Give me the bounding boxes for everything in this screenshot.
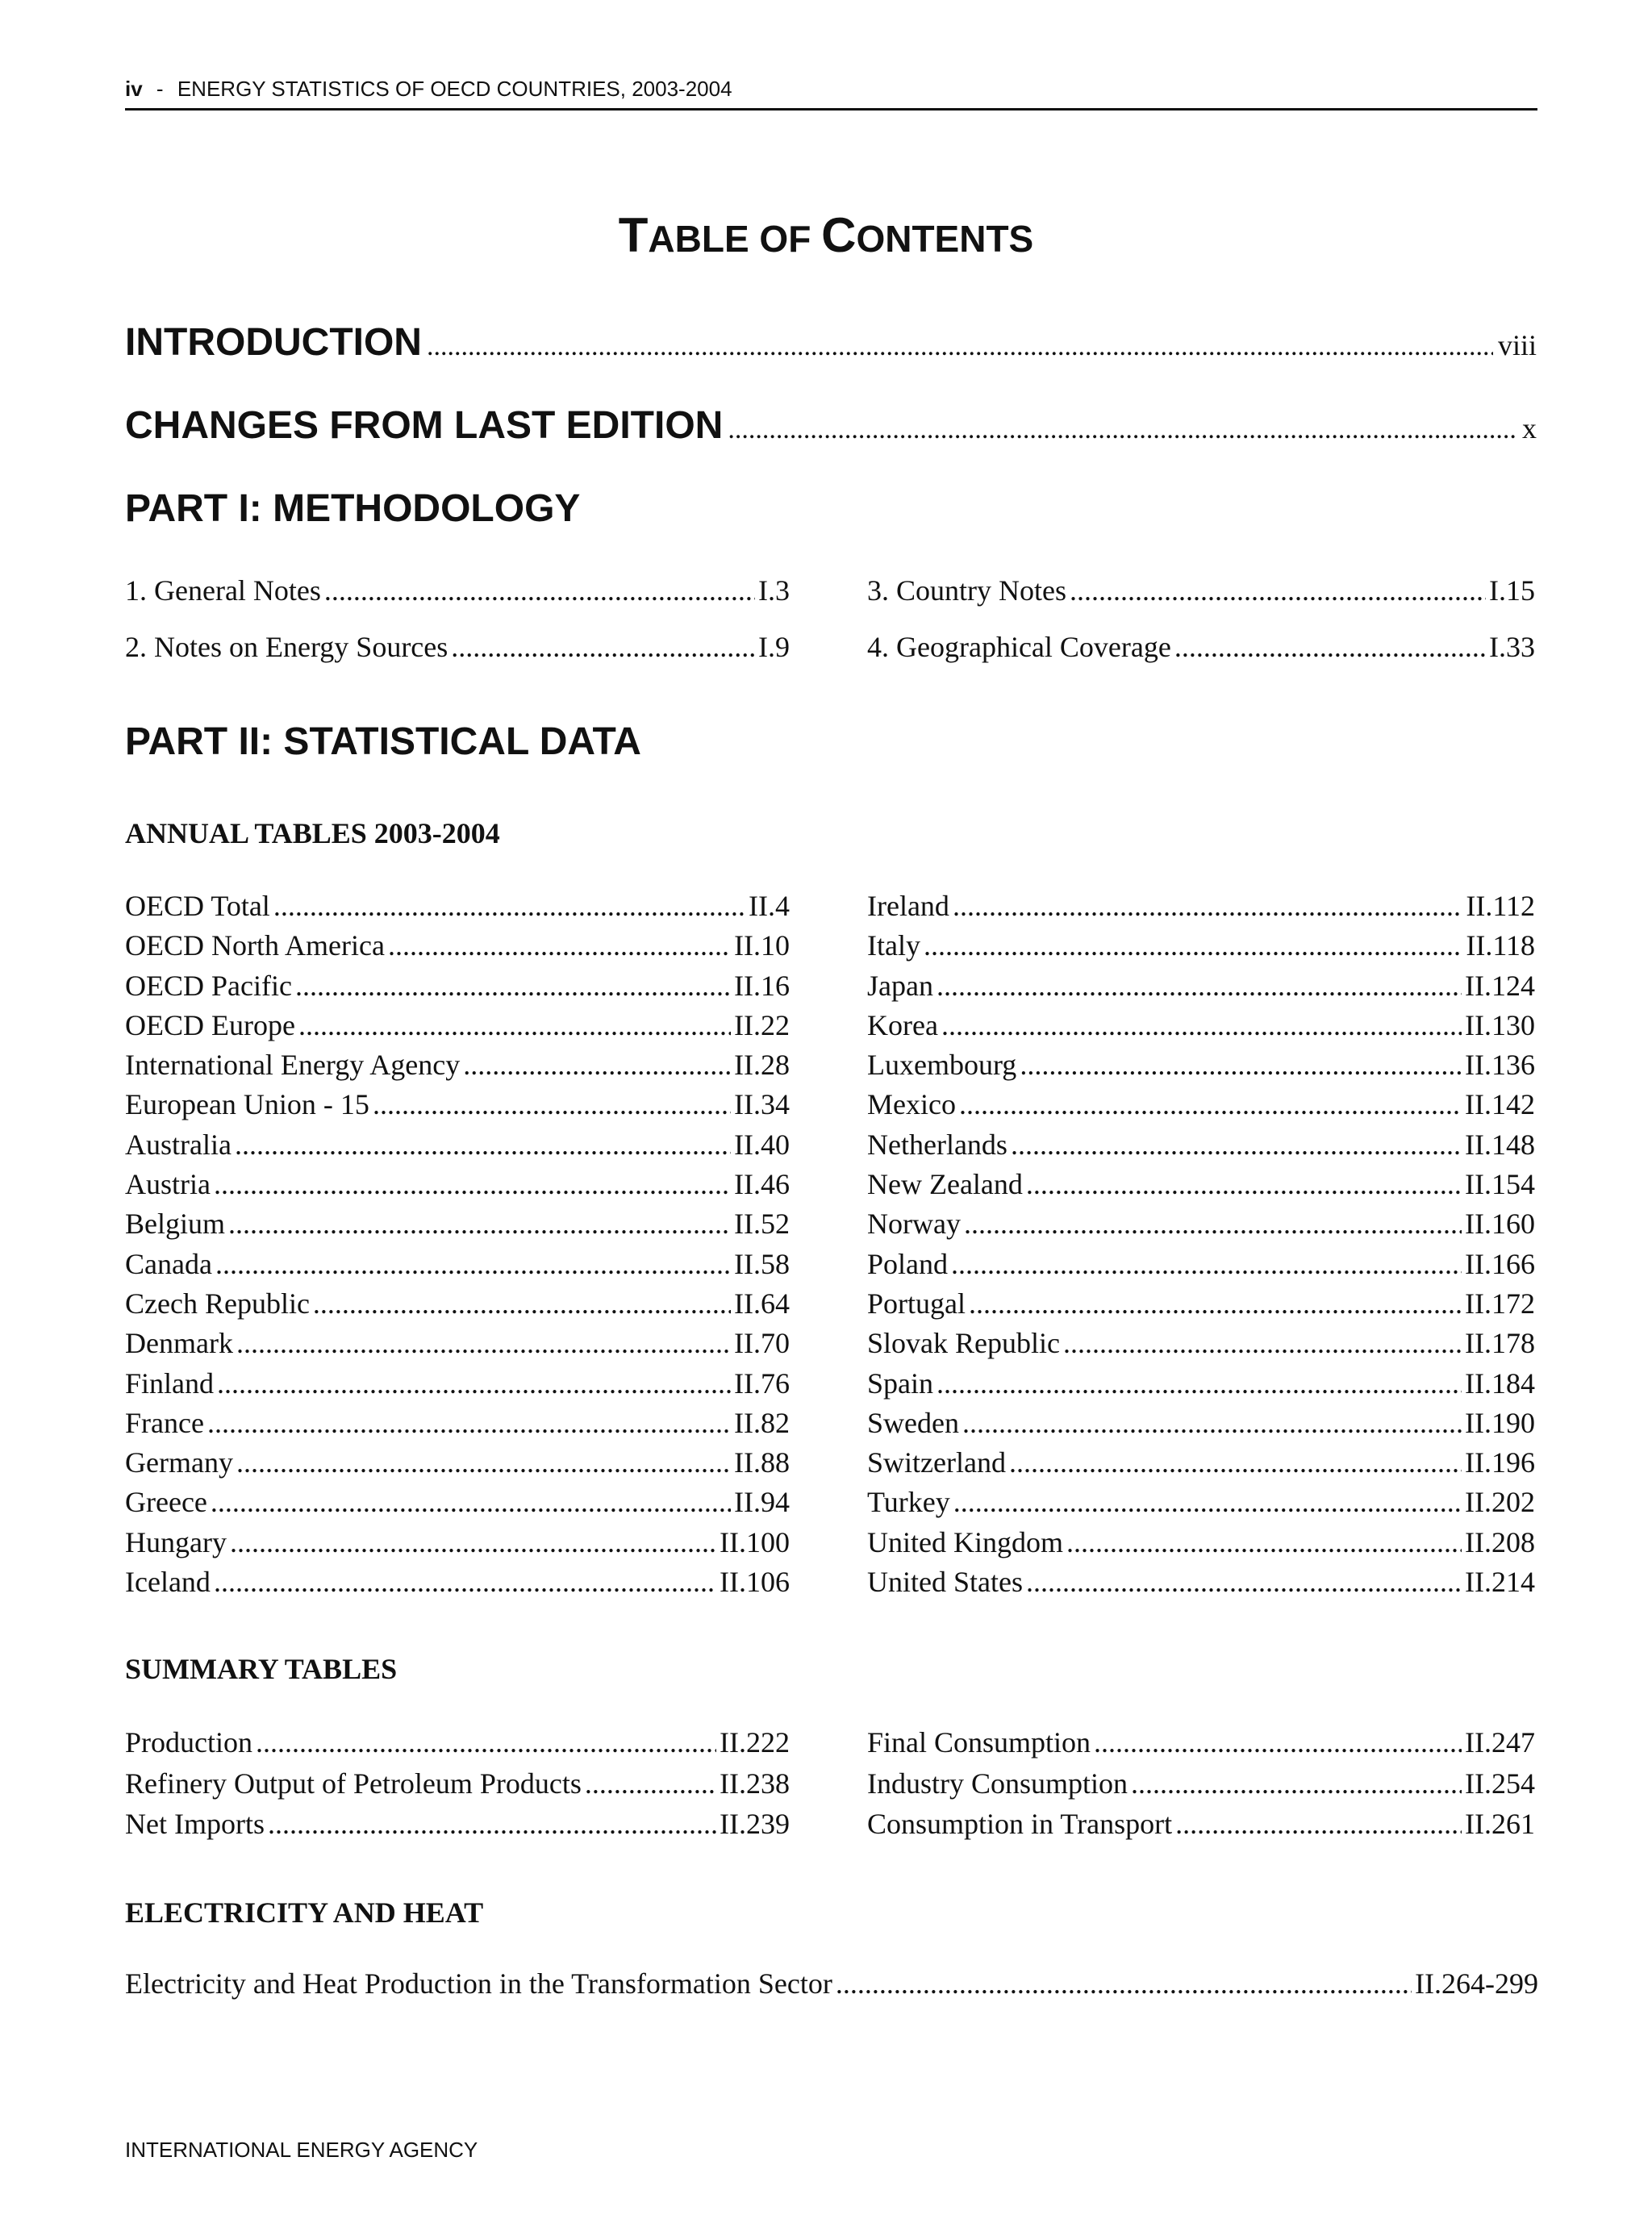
summary-left-column xyxy=(125,1722,790,1845)
entry-page: II.124 xyxy=(1465,969,1535,1002)
dot-leader xyxy=(951,1245,1462,1284)
toc-entry[interactable] xyxy=(125,1404,790,1443)
toc-entry[interactable] xyxy=(867,1364,1535,1404)
entry-page: II.184 xyxy=(1465,1366,1535,1400)
dot-leader xyxy=(1070,562,1486,619)
entry-label: Final Consumption xyxy=(867,1726,1091,1758)
dot-leader xyxy=(214,1562,716,1602)
entry-page: I.15 xyxy=(1489,574,1535,607)
dot-leader xyxy=(1131,1763,1462,1804)
toc-entry[interactable] xyxy=(125,1204,790,1244)
toc-entry[interactable] xyxy=(867,1443,1535,1483)
entry-page: II.261 xyxy=(1465,1808,1535,1840)
summary-right-column xyxy=(867,1722,1535,1845)
entry-page: II.64 xyxy=(734,1287,790,1320)
dot-leader xyxy=(964,1204,1462,1244)
toc-entry[interactable] xyxy=(867,1562,1535,1602)
toc-entry[interactable] xyxy=(867,966,1535,1006)
toc-entry[interactable] xyxy=(867,926,1535,966)
entry-label: Finland xyxy=(125,1366,215,1400)
entry-page: II.190 xyxy=(1465,1406,1535,1439)
entry-label: 1. General Notes xyxy=(125,574,321,607)
entry-page: II.239 xyxy=(720,1808,790,1840)
toc-entry[interactable] xyxy=(867,1284,1535,1324)
entry-page: II.94 xyxy=(734,1486,790,1519)
entry-label: OECD Europe xyxy=(125,1008,295,1041)
entry-label: Hungary xyxy=(125,1525,227,1558)
entry-page: II.172 xyxy=(1465,1287,1535,1320)
dot-leader xyxy=(217,1364,731,1404)
entry-label: 3. Country Notes xyxy=(867,574,1066,607)
entry-label: OECD North America xyxy=(125,929,385,962)
entry-label: CHANGES FROM LAST EDITION xyxy=(125,404,724,447)
dot-leader xyxy=(1174,619,1486,675)
dot-leader xyxy=(1066,1523,1462,1562)
dot-leader xyxy=(207,1404,731,1443)
dot-leader xyxy=(585,1763,716,1804)
dot-leader xyxy=(953,1483,1462,1522)
dot-leader xyxy=(1020,1045,1462,1085)
entry-label: Mexico xyxy=(867,1088,956,1121)
page-title xyxy=(0,203,1652,271)
part2-heading: PART II: STATISTICAL DATA xyxy=(125,720,641,763)
entry-page: I.9 xyxy=(758,631,790,663)
title-initial-t: T xyxy=(618,208,649,262)
entry-label: European Union - 15 xyxy=(125,1088,369,1121)
toc-entry[interactable] xyxy=(125,1804,790,1845)
toc-entry[interactable] xyxy=(125,1763,790,1804)
entry-page: II.70 xyxy=(734,1327,790,1360)
dot-leader xyxy=(1063,1324,1462,1363)
entry-page: II.106 xyxy=(720,1566,790,1599)
entry-label: Czech Republic xyxy=(125,1287,310,1320)
title-initial-c: C xyxy=(821,208,857,262)
entry-label: 4. Geographical Coverage xyxy=(867,631,1171,663)
entry-page: II.154 xyxy=(1465,1168,1535,1201)
entry-page: II.82 xyxy=(734,1406,790,1439)
dot-leader xyxy=(236,1324,731,1363)
entry-page: II.136 xyxy=(1465,1049,1535,1082)
dot-leader xyxy=(463,1045,731,1085)
entry-label: United Kingdom xyxy=(867,1525,1063,1558)
toc-entry[interactable] xyxy=(125,966,790,1006)
entry-page: II.52 xyxy=(734,1208,790,1241)
entry-label: Belgium xyxy=(125,1208,225,1241)
entry-page: II.130 xyxy=(1465,1008,1535,1041)
toc-entry-changes[interactable] xyxy=(125,401,1537,455)
toc-entry[interactable] xyxy=(867,1006,1535,1045)
toc-entry[interactable] xyxy=(867,1204,1535,1244)
entry-label: OECD Total xyxy=(125,890,270,922)
toc-entry[interactable] xyxy=(867,1245,1535,1284)
entry-page: II.247 xyxy=(1465,1726,1535,1758)
dot-leader xyxy=(228,1204,731,1244)
entry-page: II.254 xyxy=(1465,1767,1535,1800)
dot-leader xyxy=(236,1443,731,1483)
dot-leader xyxy=(728,405,1517,455)
part1-heading: PART I: METHODOLOGY xyxy=(125,487,581,530)
toc-entry[interactable] xyxy=(125,1562,790,1602)
entry-label: Switzerland xyxy=(867,1446,1006,1479)
toc-entry[interactable] xyxy=(125,1284,790,1324)
part1-left-column xyxy=(125,562,790,675)
entry-label: INTRODUCTION xyxy=(125,321,422,364)
running-header xyxy=(125,74,1537,111)
entry-label: France xyxy=(125,1406,204,1439)
entry-page: II.88 xyxy=(734,1446,790,1479)
entry-label: Spain xyxy=(867,1366,934,1400)
entry-page: II.142 xyxy=(1465,1088,1535,1121)
toc-entry[interactable] xyxy=(125,1165,790,1204)
entry-label: United States xyxy=(867,1566,1023,1599)
dot-leader xyxy=(230,1523,716,1562)
entry-label: International Energy Agency xyxy=(125,1049,461,1082)
toc-entry[interactable] xyxy=(867,1722,1535,1763)
dot-leader xyxy=(924,926,1462,966)
annual-left-column xyxy=(125,887,790,1602)
toc-entry[interactable] xyxy=(125,1085,790,1124)
header-separator: - xyxy=(156,77,164,101)
electricity-entry-row xyxy=(125,1963,1538,2004)
toc-entry[interactable] xyxy=(867,1763,1535,1804)
footer-publisher: INTERNATIONAL ENERGY AGENCY xyxy=(125,2138,478,2162)
dot-leader xyxy=(324,562,755,619)
entry-label: 2. Notes on Energy Sources xyxy=(125,631,448,663)
entry-page: II.46 xyxy=(734,1168,790,1201)
annual-tables-heading: ANNUAL TABLES 2003-2004 xyxy=(125,817,500,849)
entry-label: Italy xyxy=(867,929,920,962)
entry-page: II.160 xyxy=(1465,1208,1535,1241)
toc-entry[interactable] xyxy=(125,1364,790,1404)
title-rest-2: ONTENTS xyxy=(856,218,1034,260)
toc-entry[interactable] xyxy=(867,1324,1535,1363)
toc-entry[interactable] xyxy=(125,887,790,926)
dot-leader xyxy=(1026,1562,1462,1602)
part1-right-column xyxy=(867,562,1535,675)
toc-entry[interactable] xyxy=(867,1085,1535,1124)
entry-page: II.178 xyxy=(1465,1327,1535,1360)
toc-entry-introduction[interactable] xyxy=(125,318,1537,372)
entry-label: Net Imports xyxy=(125,1808,265,1840)
toc-entry[interactable] xyxy=(125,1443,790,1483)
entry-label: Austria xyxy=(125,1168,211,1201)
dot-leader xyxy=(941,1006,1462,1045)
dot-leader xyxy=(427,322,1493,372)
dot-leader xyxy=(268,1804,716,1845)
entry-page: II.34 xyxy=(734,1088,790,1121)
entry-page: viii xyxy=(1497,329,1537,361)
dot-leader xyxy=(1175,1804,1462,1845)
dot-leader xyxy=(962,1404,1462,1443)
entry-label: Production xyxy=(125,1726,252,1758)
dot-leader xyxy=(937,966,1462,1006)
electricity-heat-heading: ELECTRICITY AND HEAT xyxy=(125,1896,484,1929)
toc-entry[interactable] xyxy=(125,1324,790,1363)
entry-label: New Zealand xyxy=(867,1168,1023,1201)
entry-page: II.16 xyxy=(734,969,790,1002)
dot-leader xyxy=(1026,1165,1462,1204)
dot-leader xyxy=(937,1364,1462,1404)
entry-label: Ireland xyxy=(867,890,949,922)
entry-label: Netherlands xyxy=(867,1128,1007,1161)
entry-label: Norway xyxy=(867,1208,961,1241)
header-title: ENERGY STATISTICS OF OECD COUNTRIES, 2003-2004 xyxy=(177,77,732,101)
entry-label: Electricity and Heat Production in the Transformation Sector xyxy=(125,1967,832,2000)
entry-page: II.238 xyxy=(720,1767,790,1800)
dot-leader xyxy=(373,1085,731,1124)
entry-page: II.10 xyxy=(734,929,790,962)
entry-page: II.76 xyxy=(734,1366,790,1400)
entry-label: Sweden xyxy=(867,1406,959,1439)
entry-label: OECD Pacific xyxy=(125,969,292,1002)
entry-page: I.3 xyxy=(758,574,790,607)
entry-label: Germany xyxy=(125,1446,233,1479)
dot-leader xyxy=(313,1284,731,1324)
entry-label: Consumption in Transport xyxy=(867,1808,1173,1840)
toc-entry[interactable] xyxy=(867,619,1535,675)
dot-leader xyxy=(451,619,755,675)
entry-label: Australia xyxy=(125,1128,232,1161)
dot-leader xyxy=(836,1963,1412,2004)
entry-label: Iceland xyxy=(125,1566,211,1599)
entry-label: Refinery Output of Petroleum Products xyxy=(125,1767,582,1800)
dot-leader xyxy=(295,966,731,1006)
entry-page: II.28 xyxy=(734,1049,790,1082)
entry-page: II.202 xyxy=(1465,1486,1535,1519)
entry-page: II.208 xyxy=(1465,1525,1535,1558)
toc-entry[interactable] xyxy=(867,1045,1535,1085)
toc-entry[interactable] xyxy=(125,926,790,966)
toc-entry[interactable] xyxy=(867,562,1535,619)
entry-label: Slovak Republic xyxy=(867,1327,1060,1360)
dot-leader xyxy=(1009,1443,1462,1483)
dot-leader xyxy=(211,1483,731,1522)
entry-page: II.100 xyxy=(720,1525,790,1558)
toc-entry[interactable] xyxy=(867,1523,1535,1562)
dot-leader xyxy=(969,1284,1462,1324)
entry-label: Turkey xyxy=(867,1486,950,1519)
entry-page: x xyxy=(1522,412,1537,444)
toc-entry[interactable] xyxy=(125,1483,790,1522)
toc-entry[interactable] xyxy=(125,1125,790,1165)
entry-page: II.118 xyxy=(1466,929,1535,962)
toc-entry[interactable] xyxy=(125,1045,790,1085)
toc-entry[interactable] xyxy=(867,1165,1535,1204)
entry-page: II.264-299 xyxy=(1415,1967,1538,2000)
toc-entry[interactable] xyxy=(125,562,790,619)
entry-page: II.214 xyxy=(1465,1566,1535,1599)
entry-label: Poland xyxy=(867,1247,949,1280)
dot-leader xyxy=(959,1085,1462,1124)
toc-entry[interactable] xyxy=(867,1125,1535,1165)
entry-page: II.166 xyxy=(1465,1247,1535,1280)
toc-entry[interactable] xyxy=(867,1804,1535,1845)
dot-leader xyxy=(235,1125,731,1165)
toc-entry-electricity-heat[interactable] xyxy=(125,1963,1538,2004)
entry-page: II.148 xyxy=(1465,1128,1535,1161)
entry-label: Greece xyxy=(125,1486,207,1519)
entry-label: Canada xyxy=(125,1247,212,1280)
toc-entry[interactable] xyxy=(867,1404,1535,1443)
entry-page: II.58 xyxy=(734,1247,790,1280)
dot-leader xyxy=(214,1165,731,1204)
entry-page: II.222 xyxy=(720,1726,790,1758)
toc-entry[interactable] xyxy=(125,1722,790,1763)
entry-page: II.4 xyxy=(749,890,790,922)
dot-leader xyxy=(273,887,745,926)
entry-label: Korea xyxy=(867,1008,938,1041)
entry-label: Japan xyxy=(867,969,933,1002)
toc-entry[interactable] xyxy=(867,1483,1535,1522)
title-rest-1: ABLE OF xyxy=(648,218,822,260)
dot-leader xyxy=(298,1006,731,1045)
toc-entry[interactable] xyxy=(125,1523,790,1562)
entry-page: II.22 xyxy=(734,1008,790,1041)
entry-page: II.40 xyxy=(734,1128,790,1161)
entry-label: Portugal xyxy=(867,1287,966,1320)
dot-leader xyxy=(953,887,1462,926)
dot-leader xyxy=(256,1722,716,1763)
entry-label: Luxembourg xyxy=(867,1049,1017,1082)
dot-leader xyxy=(215,1245,731,1284)
entry-page: II.112 xyxy=(1466,890,1535,922)
dot-leader xyxy=(388,926,731,966)
toc-entry[interactable] xyxy=(125,619,790,675)
toc-entry[interactable] xyxy=(125,1006,790,1045)
entry-label: Industry Consumption xyxy=(867,1767,1128,1800)
dot-leader xyxy=(1094,1722,1462,1763)
dot-leader xyxy=(1011,1125,1462,1165)
toc-entry[interactable] xyxy=(125,1245,790,1284)
summary-tables-heading: SUMMARY TABLES xyxy=(125,1653,398,1685)
entry-page: II.196 xyxy=(1465,1446,1535,1479)
page-number: iv xyxy=(125,77,143,101)
annual-right-column xyxy=(867,887,1535,1602)
entry-page: I.33 xyxy=(1489,631,1535,663)
toc-entry[interactable] xyxy=(867,887,1535,926)
entry-label: Denmark xyxy=(125,1327,233,1360)
